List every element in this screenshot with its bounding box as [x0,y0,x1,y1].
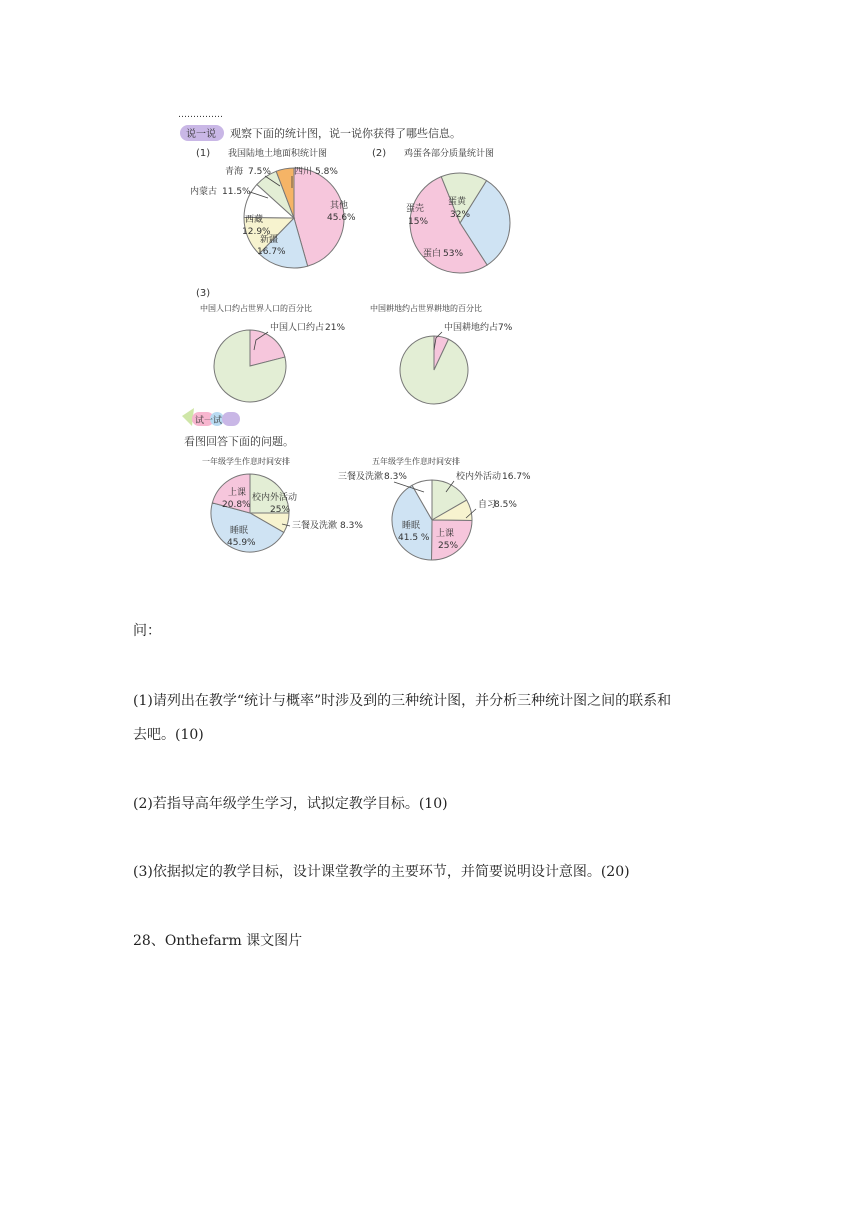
chart1-value-sichuan: 5.8% [315,167,338,177]
chart1-label-sichuan: 四川 [294,167,313,177]
section1-badge-label: 说一说 [186,129,216,140]
chart1-label-xinjiang: 新疆 [260,235,279,245]
chart5-value-meals: 8.3% [340,521,363,531]
chart2-label-yolk: 蛋黄 [448,197,467,207]
chart2-label-shell: 蛋壳 [406,204,425,214]
chart2-value-shell: 15% [408,217,429,227]
pie-chart-grade5-schedule [392,480,472,560]
pie-chart-farmland [400,336,468,404]
textbook-figure [170,108,540,578]
chart6-value-activity: 16.7% [502,472,531,482]
chart2-value-yolk: 32% [450,210,471,220]
chart1-value-xinjiang: 16.7% [257,247,286,257]
chart2-label-white: 蛋白 [423,249,442,259]
chart4-label: 中国耕地约占 [444,323,499,333]
chart1-number: (1) [196,148,211,159]
question-1-line2: 去吧。(10) [133,727,204,743]
partial-header: …………… [178,110,223,120]
chart1-value-other: 45.6% [327,213,356,223]
chart3-number: (3) [196,288,211,299]
chart5-label-meals: 三餐及洗漱 [292,521,338,531]
chart3-value: 21% [325,323,346,333]
chart5-value-activity: 25% [270,505,291,515]
chart1-label-xizang: 西藏 [245,215,264,225]
chart4-value: 7% [498,323,513,333]
question-2: (2)若指导高年级学生学习，试拟定教学目标。(10) [133,796,448,812]
chart1-label-qinghai: 青海 [225,167,244,177]
pie-slice-rest [400,336,468,404]
chart5-label-sleep: 睡眠 [230,526,249,536]
section2-badge-label: 试一试 [195,416,223,426]
chart2-number: (2) [372,148,387,159]
question-28: 28、Onthefarm 课文图片 [133,933,303,949]
chart6-label-activity: 校内外活动 [456,472,502,482]
chart3-label: 中国人口约占 [270,323,325,333]
chart6-value-meals: 8.3% [384,472,407,482]
chart5-value-sleep: 45.9% [227,538,256,548]
pie-chart-population [214,330,286,402]
chart5-label-class: 上课 [228,488,247,498]
chart1-title: 我国陆地土地面积统计图 [228,149,328,159]
chart2-value-white: 53% [443,249,464,259]
chart5-value-class: 20.8% [222,500,251,510]
chart6-value-class: 25% [438,541,459,551]
chart6-value-study: 8.5% [494,500,517,510]
section1-prompt: 观察下面的统计图，说一说你获得了哪些信息。 [230,127,461,140]
chart6-label-study: 自习 [478,500,497,510]
chart5-title: 一年级学生作息时间安排 [202,457,290,466]
section2-prompt: 看图回答下面的问题。 [184,435,294,448]
question-3: (3)依据拟定的教学目标，设计课堂教学的主要环节，并简要说明设计意图。(20) [133,864,630,880]
chart5-label-activity: 校内外活动 [252,493,298,503]
chart1-label-neimenggu: 内蒙古 [190,187,218,197]
chart6-value-sleep: 41.5 % [398,533,430,543]
chart1-label-other: 其他 [330,201,349,211]
chart2-title: 鸡蛋各部分质量统计图 [404,149,495,159]
chart3-title: 中国人口约占世界人口的百分比 [200,304,312,313]
chart1-value-neimenggu: 11.5% [222,187,251,197]
question-intro: 问： [133,623,161,639]
pie-slice-上课 [432,520,473,560]
chart6-label-sleep: 睡眠 [402,521,421,531]
chart6-label-meals: 三餐及洗漱 [338,472,384,482]
chart6-label-class: 上课 [436,529,455,539]
question-1-line1: (1)请列出在教学“统计与概率”时涉及到的三种统计图，并分析三种统计图之间的联系和 [133,693,672,709]
chart4-title: 中国耕地约占世界耕地的百分比 [370,304,482,313]
chart1-value-qinghai: 7.5% [248,167,271,177]
chart1-value-xizang: 12.9% [242,227,271,237]
chart6-title: 五年级学生作息时间安排 [372,457,460,466]
